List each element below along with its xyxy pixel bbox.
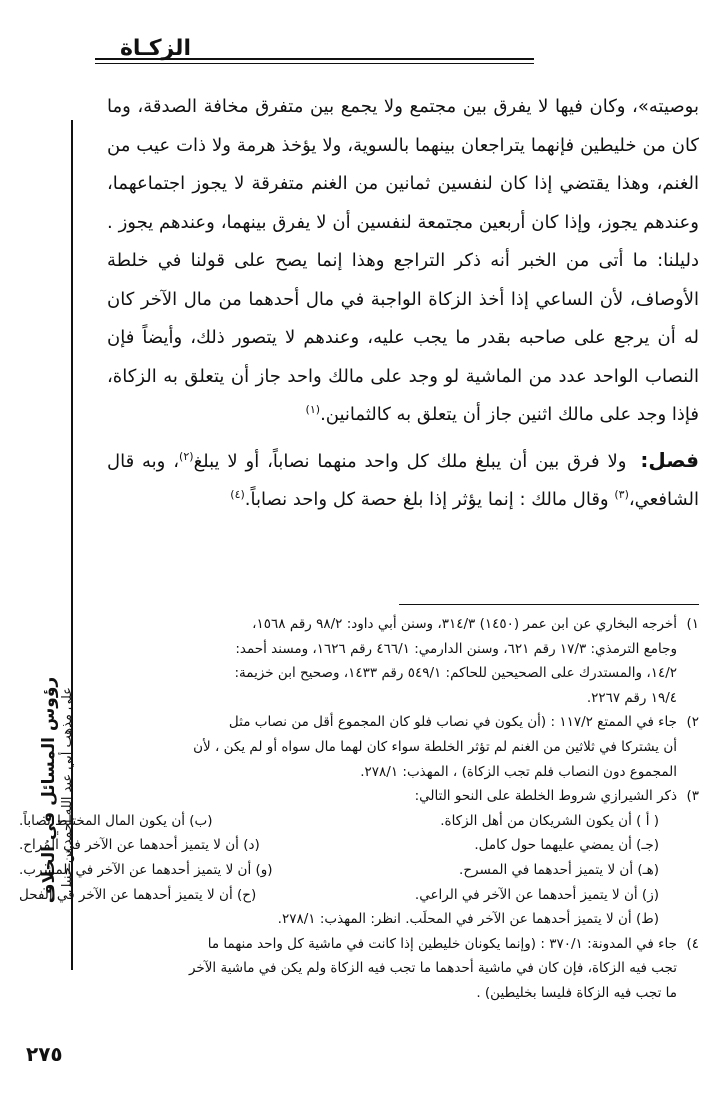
header-rule xyxy=(95,58,534,60)
footnote-line: ذكر الشيرازي شروط الخلطة على النحو التالي: xyxy=(414,788,677,805)
footnote-line: تجب فيه الزكاة، فإن كان في ماشية أحدهما ما تجب فيه الزكاة ولم يكن في ماشية الآخر xyxy=(188,960,677,977)
footnote-line: المجموع دون النصاب فلم تجب الزكاة) ، المهذب: ٢٧٨/١. xyxy=(360,763,677,780)
footnote-number: ٣) xyxy=(686,788,699,805)
footnote-separator xyxy=(399,604,699,605)
condition-row xyxy=(19,809,677,834)
footnote-3 xyxy=(19,784,699,932)
running-title-main: رؤوس المسائل في الخلاف xyxy=(39,676,59,904)
paragraph-1-text: بوصيته»، وكان فيها لا يفرق بين مجتمع ولا يجمع بين متفرق مخافة الصدقة، وما كان من خليطين فإنهما يتراجعان بينهما بالسوية، ولا يؤخذ هرمة ولا ذات عيب من الغنم، وهذا يقتضي إذا كان لنفسين ثمانين من الغنم متفرقة لا يجوز اجتماعهما، وعندهم يجوز، وإذا كان أربعين مجتمعة لنفسين أن لا يفرق بينهما، وعندهم يجوز . دليلنا: ما أتى من الخبر أنه ذكر التراجع وهذا إنما يصح على قولنا في خلطة الأوصاف، لأن الساعي إذا أخذ الزكاة الواجبة في مال أحدهما من مال الآخر كان له أن يرجع على صاحبه بقدر ما يجب عليه، وعندهم لا يتصور ذلك، وأيضاً فإن النصاب الواحد عدد من الماشية لو وجد على مالك واحد جاز أن يتعلق به الزكاة، فإذا وجد على مالك اثنين جاز أن يتعلق به كالثمانين. xyxy=(107,96,699,425)
footnote-2 xyxy=(19,710,699,784)
condition-item: (ز) أن لا يتميز أحدهما عن الآخر في الراعي. xyxy=(414,886,659,903)
fasl-text-1: ولا فرق بين أن يبلغ ملك كل واحد منهما نصاباً، أو لا يبلغ xyxy=(193,450,627,472)
footnote-ref-3: (٣) xyxy=(614,488,629,501)
condition-item: (ب) أن يكون المال المختلط نصاباً. xyxy=(19,812,213,829)
condition-item: (ط) أن لا يتميز أحدهما عن الآخر في المحلَب. انظر: المهذب: ٢٧٨/١. xyxy=(277,911,659,928)
condition-item: (هـ) أن لا يتميز أحدهما في المسرح. xyxy=(459,861,659,878)
condition-row xyxy=(19,907,677,932)
footnote-line: أخرجه البخاري عن ابن عمر (١٤٥٠) ٣١٤/٣، وسنن أبي داود: ٩٨/٢ رقم ١٥٦٨، xyxy=(252,616,677,632)
header-rule-thin xyxy=(95,63,534,64)
footnote-line: ما تجب فيه الزكاة فليسا بخليطين) . xyxy=(476,984,677,1001)
condition-row xyxy=(19,833,677,858)
footnote-line: أن يشتركا في ثلاثين من الغنم لم تؤثر الخلطة سواء كان لهما مال سواه أو لم يكن ، لأن xyxy=(193,738,677,755)
condition-item: (جـ) أن يمضي عليهما حول كامل. xyxy=(474,837,659,854)
footnote-line: ١٤/٢، والمستدرك على الصحيحين للحاكم: ٥٤٩/١ رقم ١٤٣٣، وصحيح ابن خزيمة: xyxy=(234,665,677,682)
footnote-line: جاء في المدونة: ٣٧٠/١ : (وإنما يكونان خليطين إذا كانت في ماشية كل واحد منهما ما xyxy=(207,935,677,952)
condition-item: ( أ ) أن يكون الشريكان من أهل الزكاة. xyxy=(440,812,659,829)
footnotes xyxy=(19,612,699,1006)
footnote-4 xyxy=(19,932,699,1006)
footnote-ref-4: (٤) xyxy=(230,488,245,501)
footnote-number: ٢) xyxy=(686,714,699,731)
footnote-number: ٤) xyxy=(686,935,699,952)
fasl-label: فصل: xyxy=(640,447,699,472)
condition-row xyxy=(19,883,677,908)
condition-item: (و) أن لا يتميز أحدهما عن الآخر في المشرب. xyxy=(19,861,273,878)
condition-item: (د) أن لا يتميز أحدهما عن الآخر في المُراح. xyxy=(19,837,260,854)
fasl-text-3: وقال مالك : إنما يؤثر إذا بلغ حصة كل واحد نصاباً. xyxy=(244,489,615,510)
footnote-ref-2: (٢) xyxy=(179,449,194,463)
footnote-line: جاء في الممتع ١١٧/٢ : (أن يكون في نصاب فلو كان المجموع أقل من نصاب مثل xyxy=(228,714,677,731)
condition-row xyxy=(19,858,677,883)
footnote-1 xyxy=(19,612,699,710)
main-text xyxy=(107,88,699,520)
fasl-text-2: ، وبه قال الشافعي، xyxy=(107,450,699,510)
paragraph-1 xyxy=(107,88,699,435)
fasl-paragraph xyxy=(107,441,699,520)
page-number: ٢٧٥ xyxy=(26,1042,63,1066)
footnote-number: ١) xyxy=(686,616,699,632)
header-title: الزكـاة xyxy=(119,36,191,61)
running-title-sub: على مذهب أبي عبد الله أحمد بن حنبل xyxy=(60,687,76,893)
footnote-line: ١٩/٤ رقم ٢٢٦٧. xyxy=(586,689,677,706)
condition-item: (ح) أن لا يتميز أحدهما عن الآخر في الفحل xyxy=(19,886,257,903)
footnote-ref-1: (١) xyxy=(305,403,321,416)
footnote-line: وجامع الترمذي: ١٧/٣ رقم ٦٢١، وسنن الدارمي: ٤٦٦/١ رقم ١٦٢٦، ومسند أحمد: xyxy=(235,640,677,657)
